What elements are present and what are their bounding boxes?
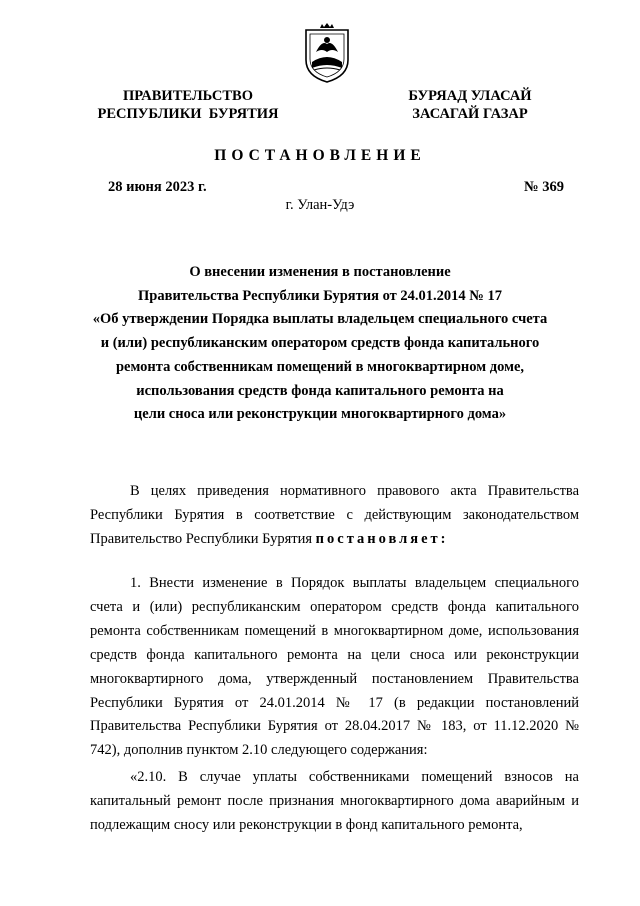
item-2-10-text: «2.10. В случае уплаты собственниками помещений взносов на капитальный ремонт после признания многоквартирного дома аварийным и подлежащим сносу или реконструкции в фонд капитального ремонта, [90, 769, 579, 833]
issuer-line: БУРЯАД УЛАСАЙ [408, 88, 532, 104]
decree-word: постановляет: [315, 530, 449, 547]
issuer-name-russian [88, 87, 288, 123]
title-line: использования средств фонда капитального ремонта на [136, 382, 504, 399]
title-line: «Об утверждении Порядка выплаты владельцем специального счета [92, 311, 548, 328]
preamble-paragraph [90, 480, 579, 552]
document-number: № 369 [524, 179, 564, 195]
title-line: О внесении изменения в постановление [189, 264, 451, 280]
document-city: г. Улан-Удэ [285, 197, 355, 213]
item-1-text: 1. Внести изменение в Порядок выплаты владельцем специального счета и (или) республиканским оператором средств фонда капитального ремонта собственникам помещений в многоквартирном доме, использования средств фонда капитального ремонта на цели сноса или реконструкции многоквартирного дома, утвержденный постановлением Правительства Республики Бурятия от 24.01.2014 № 17 (в редакции постановлений Правительства Республики Бурятия от 28.04.2017 № 183, от 11.12.2020 № 742), дополнив пунктом 2.10 следующего содержания: [90, 575, 579, 759]
document-title [70, 261, 570, 427]
issuer-line: РЕСПУБЛИКИ БУРЯТИЯ [97, 106, 279, 122]
document-date: 28 июня 2023 г. [108, 179, 207, 195]
title-line: и (или) республиканским оператором средств фонда капитального [100, 335, 540, 352]
title-line: цели сноса или реконструкции многоквартирного дома» [133, 406, 507, 423]
issuer-line: ПРАВИТЕЛЬСТВО [123, 88, 253, 104]
item-1-paragraph [90, 572, 579, 763]
item-2-10-paragraph [90, 766, 579, 838]
coat-of-arms-icon [302, 22, 352, 84]
issuer-name-buryat [400, 87, 540, 123]
title-line: Правительства Республики Бурятия от 24.01.2014 № 17 [138, 287, 502, 304]
title-line: ремонта собственникам помещений в многоквартирном доме, [115, 358, 525, 375]
preamble-text: В целях приведения нормативного правового акта Правительства Республики Бурятия в соответствие с действующим законодательством Правительство Республики Бурятия [90, 483, 579, 547]
document-type: ПОСТАНОВЛЕНИЕ [214, 147, 426, 164]
issuer-line: ЗАСАГАЙ ГАЗАР [412, 106, 528, 122]
